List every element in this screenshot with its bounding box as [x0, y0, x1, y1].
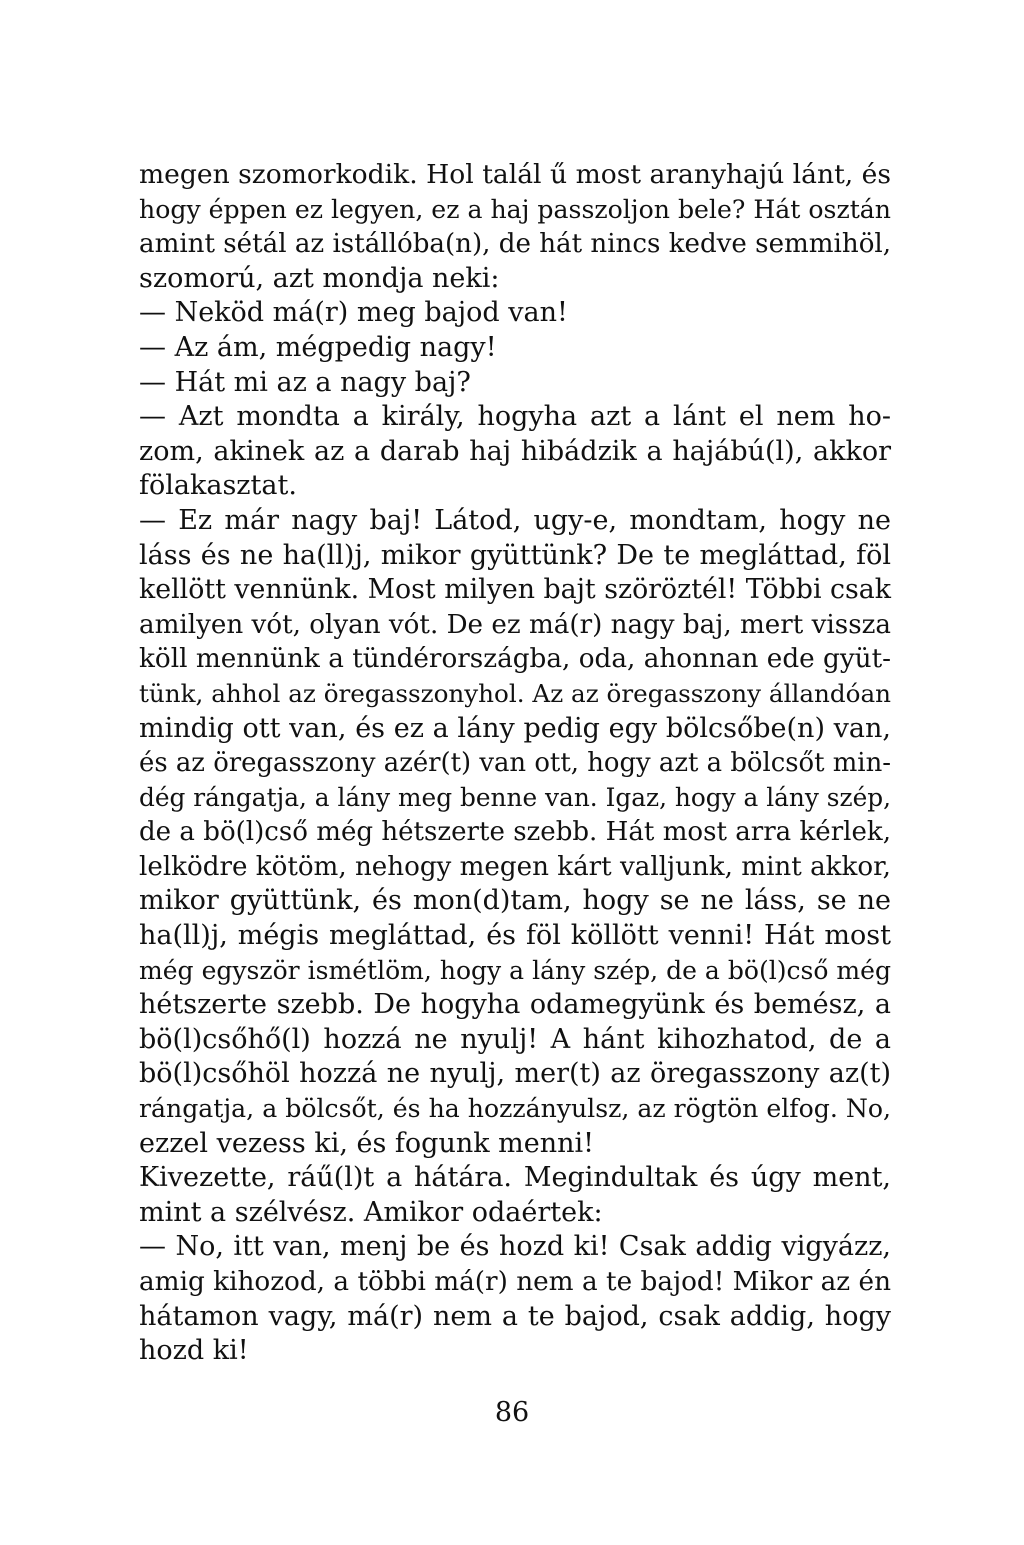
text-line: megen szomorkodik. Hol talál ű most aranyhajú lánt, és	[139, 159, 891, 190]
text-line: ezzel vezess ki, és fogunk menni!	[139, 1127, 595, 1159]
text-line: mint a szélvész. Amikor odaértek:	[139, 1196, 603, 1228]
text-line: — Hát mi az a nagy baj?	[139, 366, 471, 398]
text-line: és az öregasszony azér(t) van ott, hogy azt a bölcsőt min-	[139, 748, 891, 779]
text-line: — Neköd má(r) meg bajod van!	[139, 297, 568, 329]
text-line: — Az ám, mégpedig nagy!	[139, 331, 497, 363]
text-line: amig kihozod, a többi má(r) nem a te bajod! Mikor az én	[139, 1267, 891, 1297]
text-line: dég rángatja, a lány meg benne van. Igaz, hogy a lány szép,	[139, 782, 891, 812]
text-line: szomorú, azt mondja neki:	[139, 262, 500, 294]
text-line: mindig ott van, és ez a lány pedig egy bölcsőbe(n) van,	[139, 712, 891, 744]
text-line: rángatja, a bölcsőt, és ha hozzányulsz, az rögtön elfog. No,	[139, 1094, 891, 1124]
text-line: hétszerte szebb. De hogyha odamegyünk és bemész, a	[139, 989, 891, 1021]
text-line: hozd ki!	[139, 1335, 249, 1367]
text-line: tünk, ahhol az öregasszonyhol. Az az öregasszony állandóan	[139, 678, 891, 708]
text-line: köll mennünk a tündérországba, oda, ahonnan ede gyüt-	[139, 644, 891, 675]
text-line: még egyször ismétlöm, hogy a lány szép, de a bö(l)cső még	[139, 955, 891, 985]
text-line: bö(l)csőhő(l) hozzá ne nyulj! A hánt kihozhatod, de a	[139, 1023, 891, 1055]
body-text	[139, 158, 891, 1369]
text-line: zom, akinek az a darab haj hibádzik a hajábú(l), akkor	[139, 435, 891, 467]
text-line: — No, itt van, menj be és hozd ki! Csak addig vigyázz,	[139, 1231, 891, 1263]
text-line: amint sétál az istállóba(n), de hát nincs kedve semmihöl,	[139, 229, 892, 260]
text-line: hátamon vagy, má(r) nem a te bajod, csak addig, hogy	[139, 1300, 891, 1332]
text-line: ha(ll)j, mégis megláttad, és föl köllött venni! Hát most	[139, 920, 891, 952]
text-line: amilyen vót, olyan vót. De ez má(r) nagy baj, mert vissza	[139, 609, 891, 640]
text-line: fölakasztat.	[139, 470, 297, 502]
text-line: — Ez már nagy baj! Látod, ugy-e, mondtam, hogy ne	[139, 504, 891, 536]
text-line: Kivezette, ráű(l)t a hátára. Megindultak és úgy ment,	[139, 1162, 891, 1194]
text-line: — Azt mondta a király, hogyha azt a lánt el nem ho-	[139, 401, 891, 433]
text-line: lelködre kötöm, nehogy megen kárt valljunk, mint akkor,	[139, 851, 891, 882]
text-line: láss és ne ha(ll)j, mikor gyüttünk? De te megláttad, föl	[139, 539, 891, 571]
text-line: bö(l)csőhöl hozzá ne nyulj, mer(t) az öregasszony az(t)	[139, 1058, 891, 1090]
text-line: hogy éppen ez legyen, ez a haj passzoljon bele? Hát osztán	[139, 194, 892, 224]
text-line: kellött vennünk. Most milyen bajt szöröztél! Többi csak	[139, 574, 891, 606]
page-number: 86	[494, 1397, 530, 1428]
text-line: de a bö(l)cső még hétszerte szebb. Hát most arra kérlek,	[139, 817, 891, 848]
text-line: mikor gyüttünk, és mon(d)tam, hogy se ne láss, se ne	[139, 885, 891, 917]
